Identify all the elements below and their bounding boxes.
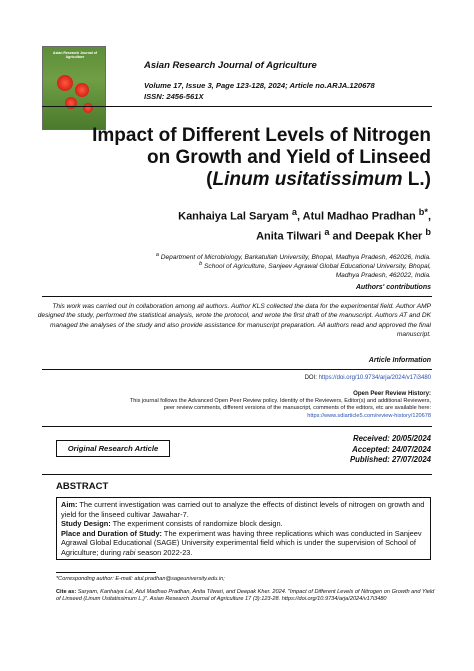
flower-shape — [75, 83, 89, 97]
abstract-aim: Aim: The current investigation was carried out to analyze the effects of distinct levels of nitrogen on growth and yield for the linseed cultivar Jawahar-7. — [61, 500, 425, 519]
issn-line: ISSN: 2456-561X — [144, 92, 204, 101]
doi-link[interactable]: https://doi.org/10.9734/arja/2024/v17i3480 — [318, 375, 431, 381]
flower-shape — [65, 97, 77, 109]
footnote-divider — [56, 572, 156, 573]
title-line-1: Impact of Different Levels of Nitrogen — [92, 125, 431, 146]
volume-line: Volume 17, Issue 3, Page 123-128, 2024; Article no.ARJA.120678 — [144, 81, 375, 90]
contributions-heading: Authors' contributions — [355, 284, 431, 291]
journal-name: Asian Research Journal of Agriculture — [144, 60, 317, 71]
affiliation-a: $^a$ Department of Microbiology, Barkatullah University, Bhopal, Madhya Pradesh, 462026, India. — [155, 252, 431, 262]
title-line-3: (Linum usitatissimum L.) — [206, 169, 431, 190]
abstract-box — [56, 497, 431, 560]
species-name: Linum usitatissimum — [212, 169, 403, 190]
peer-review-text: This journal follows the Advanced Open Peer Review policy. Identity of the Reviewers, Editor(s) and additional Reviewers, peer review comments, different versions of the manuscript, comments of the editors, etc are available here: https://www.sdiarticle5.com/review-history/120678 — [129, 398, 431, 419]
affiliation-b: $^b$ School of Agriculture, Sanjeev Agrawal Global Educational University, Bhopal, Madhya Pradesh, 462022, India. — [199, 261, 431, 280]
corresponding-author: *Corresponding author: E-mail: atul.pradhan@sageuniversity.edu.in; — [56, 576, 225, 582]
flower-shape — [57, 75, 73, 91]
article-dates — [350, 434, 431, 466]
accepted-date: Accepted: 24/07/2024 — [352, 444, 431, 454]
contributions-divider — [42, 296, 432, 297]
info-divider — [42, 426, 432, 427]
abstract-place: Place and Duration of Study: The experiment was having three replications which was conducted in Sanjeev Agrawal Global Educational (SAGE) University experimental field which is under the supervision of School of Agriculture; during rabi season 2022-23. — [61, 528, 422, 557]
title-line-2: on Growth and Yield of Linseed — [147, 147, 431, 168]
cover-title: Asian Research Journal of Agriculture — [52, 51, 98, 59]
author-line-1: Kanhaiya Lal Saryam $^a$, Atul Madhao Pradhan $^{b*}$, — [178, 207, 431, 223]
article-title — [31, 125, 431, 191]
peer-review-heading: Open Peer Review History: — [353, 390, 431, 397]
abstract-divider-top — [42, 474, 432, 475]
flower-shape — [83, 103, 93, 113]
author-list — [31, 205, 431, 244]
header-divider — [42, 106, 432, 107]
article-info-heading: Article Information — [368, 357, 431, 364]
doi-line: DOI: https://doi.org/10.9734/arja/2024/v17i3480 — [304, 375, 431, 381]
journal-cover-image — [42, 46, 106, 130]
author-line-2: Anita Tilwari $^a$ and Deepak Kher $^b$ — [256, 226, 431, 243]
contributions-text: This work was carried out in collaboration among all authors. Author KLS collected the data for the experimental field. Author AMP designed the study, performed the statistical analysis, wrote the protocol, and wrote the first draft of the manuscript. Authors AT and DK managed the analyses of the study and also provide assistance for manuscript preparation. All authors read and approved the final manuscript. — [37, 303, 431, 339]
article-type-box: Original Research Article — [56, 440, 170, 457]
citation: Cite as: Saryam, Kanhaiya Lal, Atul Madhao Pradhan, Anita Tilwari, and Deepak Kher. 2024. "Impact of Different Levels of Nitrogen on Growth and Yield of Linseed (Linum Usitatissimum L.)". Asian Research Journal of Agriculture 17 (3):123-28. https://doi.org/10.9734/arja/2024/v17i3480 — [56, 589, 435, 603]
received-date: Received: 20/05/2024 — [352, 434, 431, 443]
article-info-divider — [42, 369, 432, 370]
published-date: Published: 27/07/2024 — [349, 455, 431, 464]
abstract-design: Study Design: The experiment consists of randomize block design. — [61, 519, 283, 529]
abstract-heading: ABSTRACT — [56, 481, 109, 492]
peer-review-link[interactable]: https://www.sdiarticle5.com/review-history/120678 — [307, 412, 431, 419]
